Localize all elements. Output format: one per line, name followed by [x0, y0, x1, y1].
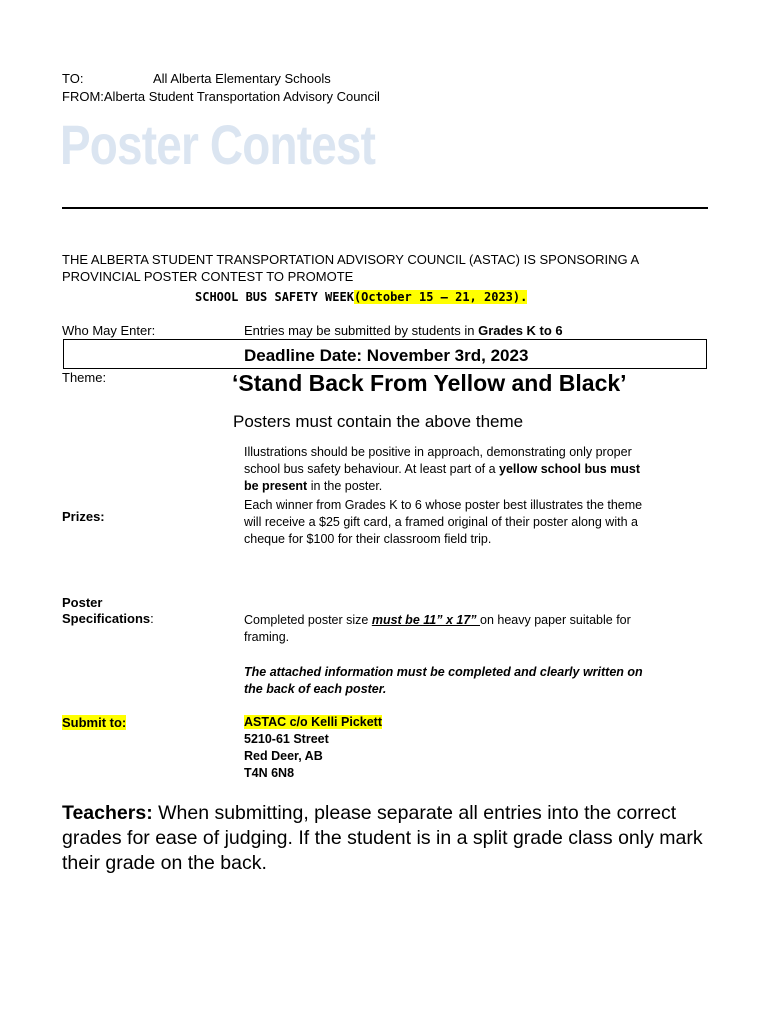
specs-label-2-text: Specifications — [62, 611, 151, 626]
illustrations-emphasis: yellow school bus must — [499, 462, 641, 476]
submit-line-2: 5210-61 Street — [244, 732, 329, 746]
to-label: TO: — [62, 71, 84, 86]
page-title: Poster Contest — [60, 113, 376, 176]
deadline-date: Deadline Date: November 3rd, 2023 — [244, 346, 529, 365]
illustrations-paragraph — [244, 444, 704, 495]
prizes-label: Prizes: — [62, 509, 105, 524]
submit-recipient: ASTAC c/o Kelli Pickett — [244, 715, 382, 729]
specs-line-1 — [244, 612, 704, 629]
specs-note-1: The attached information must be completed and clearly written on — [244, 665, 643, 679]
theme-value: ‘Stand Back From Yellow and Black’ — [232, 370, 627, 396]
event-name: SCHOOL BUS SAFETY WEEK — [195, 290, 354, 304]
prizes-line-2: will receive a $25 gift card, a framed original of their poster along with a — [244, 515, 638, 529]
submit-line-3: Red Deer, AB — [244, 749, 323, 763]
divider — [62, 207, 708, 209]
from-value: Alberta Student Transportation Advisory Council — [103, 89, 380, 104]
intro-line-2: PROVINCIAL POSTER CONTEST TO PROMOTE — [62, 269, 354, 284]
specs-label-colon: : — [150, 611, 154, 626]
illustrations-emphasis-2: be present — [244, 479, 308, 493]
theme-label: Theme: — [62, 370, 107, 385]
event-dates: (October 15 – 21, 2023). — [353, 290, 528, 304]
teachers-text: When submitting, please separate all entries into the correct grades for ease of judging. If the student is in a split grade class only mark their grade on the back. — [62, 802, 703, 874]
theme-note: Posters must contain the above theme — [233, 412, 524, 431]
specs-label-2 — [62, 611, 154, 627]
who-label: Who May Enter: — [62, 323, 156, 338]
submit-label-text: Submit to: — [62, 715, 127, 730]
who-grades: Grades K to 6 — [478, 323, 563, 338]
from-label: FROM: — [62, 89, 104, 104]
specs-paragraph — [244, 612, 704, 646]
intro — [62, 251, 712, 285]
to-line — [62, 70, 83, 88]
illustrations-line-3 — [244, 478, 704, 495]
prizes-line-3: cheque for $100 for their classroom field trip. — [244, 532, 492, 546]
teachers-label: Teachers: — [62, 802, 153, 824]
illustrations-line-2 — [244, 461, 704, 478]
to-value: All Alberta Elementary Schools — [153, 71, 331, 86]
submit-label — [62, 715, 126, 731]
illustrations-line-1: Illustrations should be positive in approach, demonstrating only proper — [244, 445, 632, 459]
who-sentence: Entries may be submitted by students in — [244, 323, 479, 338]
submit-line-4: T4N 6N8 — [244, 766, 295, 780]
submit-address — [244, 714, 382, 782]
teachers-note — [62, 801, 722, 876]
prizes-line-1: Each winner from Grades K to 6 whose poster best illustrates the theme — [244, 498, 643, 512]
event-line — [195, 289, 527, 305]
illustrations-text: school bus safety behaviour. At least part of a — [244, 462, 500, 476]
specs-line-2: framing. — [244, 630, 290, 644]
specs-label-1: Poster — [62, 595, 103, 610]
intro-line-1: THE ALBERTA STUDENT TRANSPORTATION ADVISORY COUNCIL (ASTAC) IS SPONSORING A — [62, 252, 640, 267]
specs-note-2: the back of each poster. — [244, 682, 387, 696]
prizes-paragraph — [244, 497, 704, 548]
from-line — [62, 88, 380, 106]
specs-label — [62, 595, 154, 627]
specs-size: must be 11” x 17” — [371, 613, 480, 627]
who-text — [244, 323, 563, 339]
specs-text-a: Completed poster size — [244, 613, 372, 627]
submit-line-1 — [244, 714, 382, 731]
specs-text-c: on heavy paper suitable for — [480, 613, 631, 627]
illustrations-text-2: in the poster. — [307, 479, 383, 493]
specs-note — [244, 664, 704, 698]
